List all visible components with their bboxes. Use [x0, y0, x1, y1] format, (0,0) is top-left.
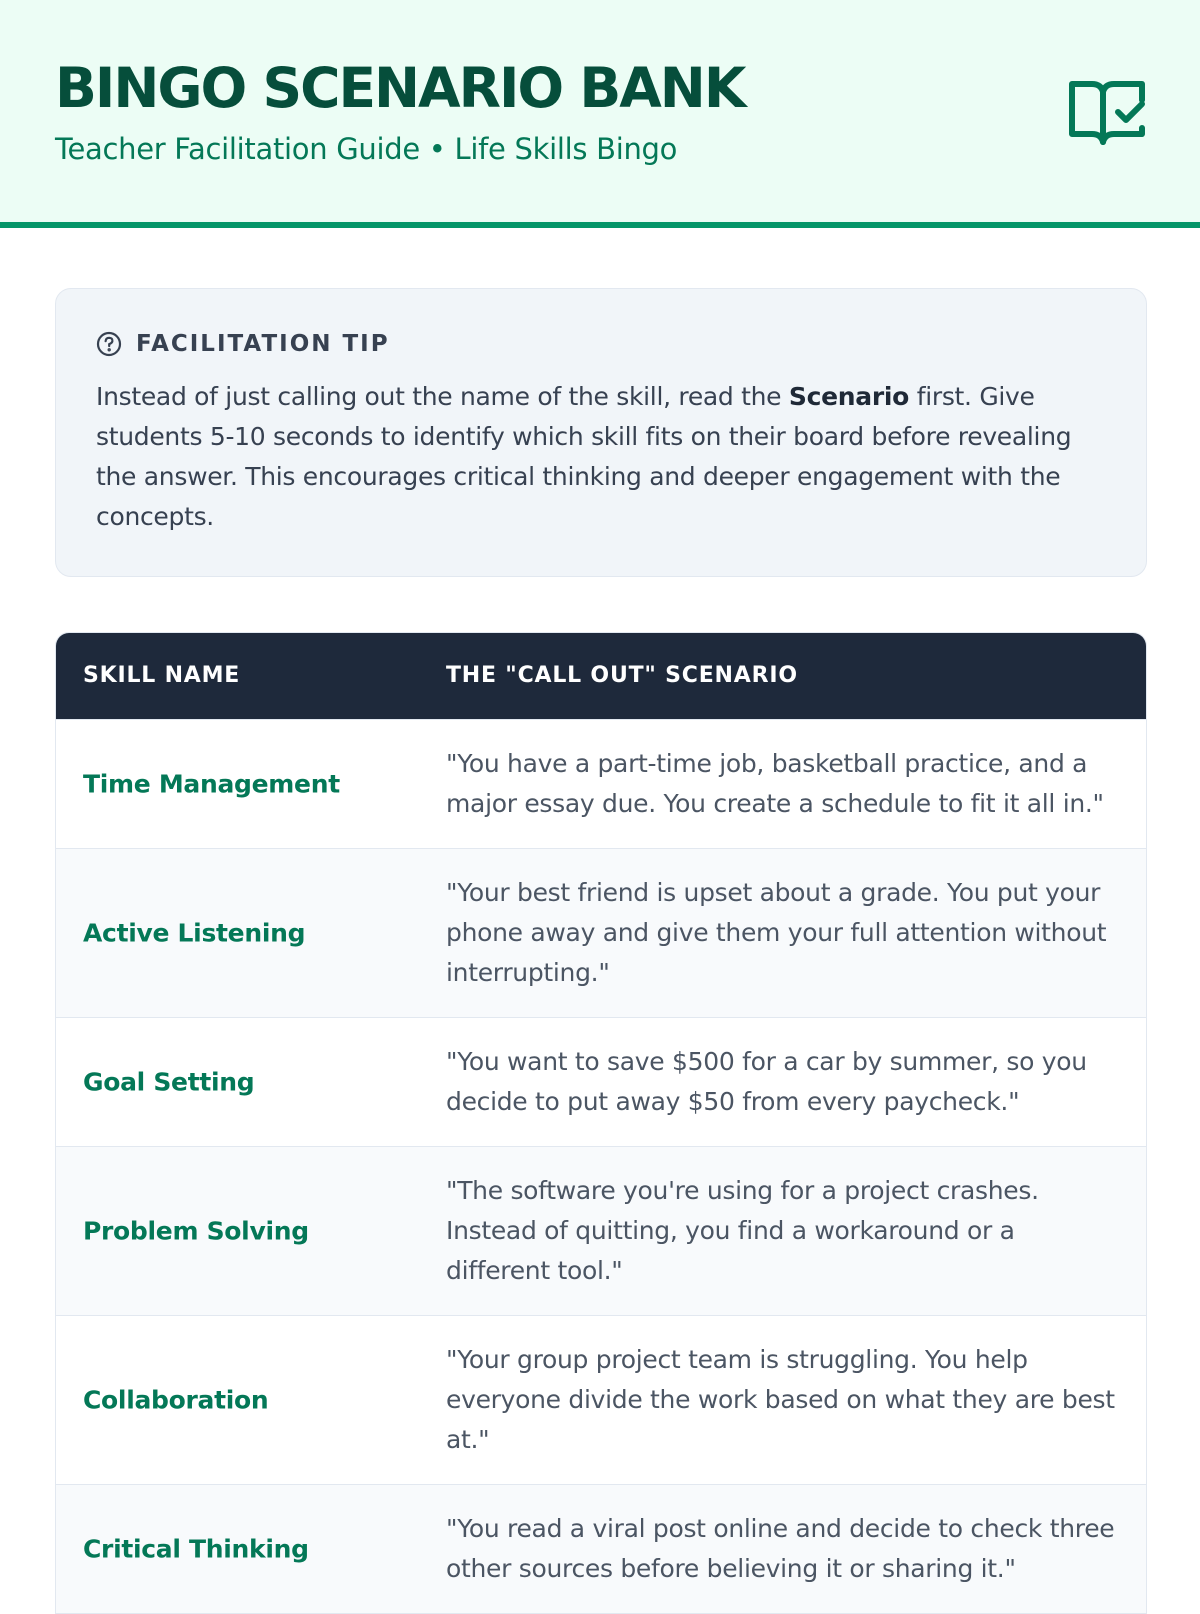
tip-text-bold: Scenario	[788, 382, 910, 411]
scenario-text: "Your group project team is struggling. You help everyone divide the work based on what they are best at."	[446, 1345, 1115, 1454]
page-title: BINGO SCENARIO BANK	[55, 56, 745, 120]
table-row	[56, 1146, 1146, 1315]
scenario-text: "You read a viral post online and decide to check three other sources before believing it or sharing it."	[446, 1514, 1115, 1583]
help-circle-icon	[96, 331, 122, 357]
scenario-text: "You want to save $500 for a car by summer, so you decide to put away $50 from every paycheck."	[446, 1047, 1087, 1116]
skill-name: Goal Setting	[83, 1067, 255, 1097]
facilitation-tip-box	[55, 288, 1147, 577]
skill-name: Critical Thinking	[83, 1534, 309, 1564]
table-row	[56, 719, 1146, 848]
tip-text-after: first. Give students 5-10 seconds to identify which skill fits on their board before revealing the answer. This encourages critical thinking and deeper engagement with the concepts.	[96, 382, 1072, 531]
skill-name: Active Listening	[83, 918, 306, 948]
table-row	[56, 848, 1146, 1017]
tip-title: FACILITATION TIP	[136, 331, 390, 357]
table-row	[56, 1017, 1146, 1146]
scenario-table	[55, 632, 1147, 1614]
book-check-icon	[1068, 78, 1146, 148]
table-row	[56, 1484, 1146, 1613]
table-header	[56, 633, 1146, 719]
tip-text-before: Instead of just calling out the name of the skill, read the	[96, 382, 789, 411]
tip-heading	[96, 331, 390, 357]
skill-name: Problem Solving	[83, 1216, 309, 1246]
skill-name: Time Management	[83, 769, 340, 799]
skill-name: Collaboration	[83, 1385, 269, 1415]
page-header	[0, 0, 1200, 228]
scenario-text: "The software you're using for a project crashes. Instead of quitting, you find a workaround or a different tool."	[446, 1176, 1039, 1285]
scenario-text: "Your best friend is upset about a grade. You put your phone away and give them your full attention without interrupting."	[446, 878, 1107, 987]
column-header-scenario: THE "CALL OUT" SCENARIO	[446, 663, 798, 688]
table-row	[56, 1315, 1146, 1484]
column-header-skill: SKILL NAME	[83, 663, 241, 688]
scenario-text: "You have a part-time job, basketball practice, and a major essay due. You create a schedule to fit it all in."	[446, 749, 1104, 818]
page-subtitle: Teacher Facilitation Guide • Life Skills Bingo	[55, 132, 678, 166]
tip-text	[96, 377, 1106, 537]
